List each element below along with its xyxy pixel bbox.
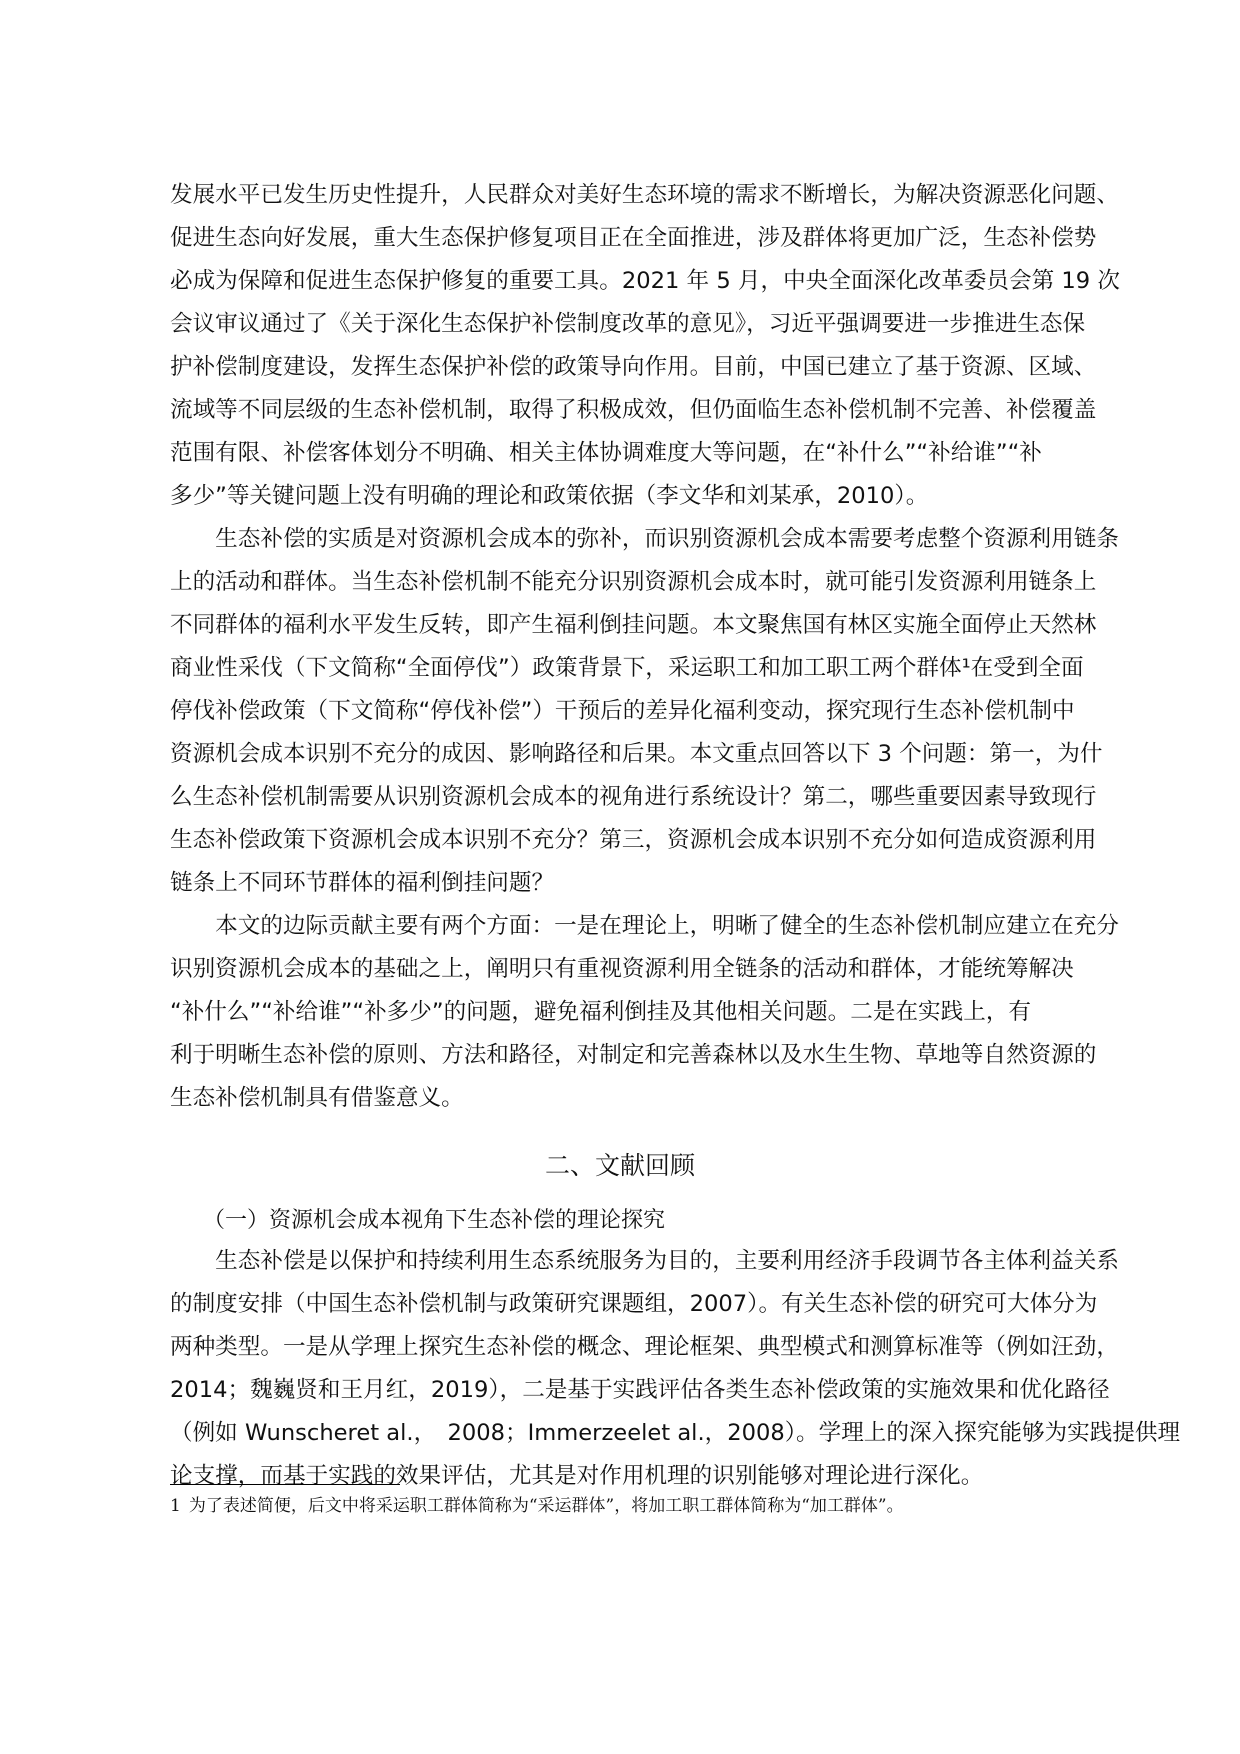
paragraph-literature <box>170 1240 1181 1498</box>
text-line: 识别资源机会成本的基础之上，阐明只有重视资源利用全链条的活动和群体，才能统筹解决 <box>170 956 1074 982</box>
text-line: 生态补偿的实质是对资源机会成本的弥补，而识别资源机会成本需要考虑整个资源利用链条 <box>170 526 1119 552</box>
text-line: 本文的边际贡献主要有两个方面：一是在理论上，明晰了健全的生态补偿机制应建立在充分 <box>170 913 1119 939</box>
text-line: 利于明晰生态补偿的原则、方法和路径，对制定和完善森林以及水生生物、草地等自然资源的 <box>170 1042 1097 1068</box>
page-body <box>170 174 1181 1498</box>
text-line: （例如 Wunscheret al.， 2008；Immerzeelet al.，2008）。学理上的深入探究能够为实践提供理 <box>170 1420 1181 1446</box>
text-line: 不同群体的福利水平发生反转，即产生福利倒挂问题。本文聚焦国有林区实施全面停止天然林 <box>170 612 1097 638</box>
text-line: 的制度安排（中国生态补偿机制与政策研究课题组，2007）。有关生态补偿的研究可大体分为 <box>170 1291 1098 1317</box>
text-line-with-footnote-ref: 商业性采伐（下文简称“全面停伐”）政策背景下，采运职工和加工职工两个群体¹在受到全面 <box>170 655 1084 681</box>
text-line: 护补偿制度建设，发挥生态保护补偿的政策导向作用。目前，中国已建立了基于资源、区域、 <box>170 354 1097 380</box>
text-line: 2014；魏巍贤和王月红，2019），二是基于实践评估各类生态补偿政策的实施效果和优化路径 <box>170 1377 1110 1403</box>
footnote <box>170 1494 904 1518</box>
text-line: 么生态补偿机制需要从识别资源机会成本的视角进行系统设计？第二，哪些重要因素导致现行 <box>170 784 1097 810</box>
text-line: 两种类型。一是从学理上探究生态补偿的概念、理论框架、典型模式和测算标准等（例如汪劲， <box>170 1334 1119 1360</box>
footnote-number: 1 <box>170 1496 181 1516</box>
section-heading: 二、文献回顾 <box>544 1151 695 1180</box>
text-line: 论支撑，而基于实践的效果评估，尤其是对作用机理的识别能够对理论进行深化。 <box>170 1463 984 1489</box>
text-line: 资源机会成本识别不充分的成因、影响路径和后果。本文重点回答以下 3 个问题：第一，为什 <box>170 741 1103 767</box>
text-line: 停伐补偿政策（下文简称“停伐补偿”）干预后的差异化福利变动，探究现行生态补偿机制中 <box>170 698 1075 724</box>
text-line: 流域等不同层级的生态补偿机制，取得了积极成效，但仍面临生态补偿机制不完善、补偿覆盖 <box>170 397 1097 423</box>
text-line: 链条上不同环节群体的福利倒挂问题？ <box>170 870 555 896</box>
text-line: 会议审议通过了《关于深化生态保护补偿制度改革的意见》，习近平强调要进一步推进生态保 <box>170 311 1086 337</box>
footnote-divider <box>170 1484 400 1485</box>
subsection-heading: （一）资源机会成本视角下生态补偿的理论探究 <box>170 1208 666 1233</box>
footnote-text: 为了表述简便，后文中将采运职工群体简称为“采运群体”，将加工职工群体简称为“加工群体”。 <box>188 1496 904 1516</box>
text-line: 促进生态向好发展，重大生态保护修复项目正在全面推进，涉及群体将更加广泛，生态补偿势 <box>170 225 1097 251</box>
text-line: 上的活动和群体。当生态补偿机制不能充分识别资源机会成本时，就可能引发资源利用链条上 <box>170 569 1097 595</box>
text-line: “补什么”“补给谁”“补多少”的问题，避免福利倒挂及其他相关问题。二是在实践上，有 <box>170 999 1032 1025</box>
text-line: 必成为保障和促进生态保护修复的重要工具。2021 年 5 月，中央全面深化改革委员会第 19 次 <box>170 268 1120 294</box>
paragraph-intro-1 <box>170 174 1120 518</box>
paragraph-contribution <box>170 905 1119 1120</box>
paragraph-intro-2 <box>170 518 1119 905</box>
text-line: 生态补偿是以保护和持续利用生态系统服务为目的，主要利用经济手段调节各主体利益关系 <box>170 1248 1119 1274</box>
text-line: 生态补偿政策下资源机会成本识别不充分？第三，资源机会成本识别不充分如何造成资源利用 <box>170 827 1097 853</box>
text-line: 多少”等关键问题上没有明确的理论和政策依据（李文华和刘某承，2010）。 <box>170 483 929 509</box>
text-line: 发展水平已发生历史性提升，人民群众对美好生态环境的需求不断增长，为解决资源恶化问题、 <box>170 182 1119 208</box>
text-line: 生态补偿机制具有借鉴意义。 <box>170 1085 464 1111</box>
text-line: 范围有限、补偿客体划分不明确、相关主体协调难度大等问题，在“补什么”“补给谁”“补 <box>170 440 1042 466</box>
